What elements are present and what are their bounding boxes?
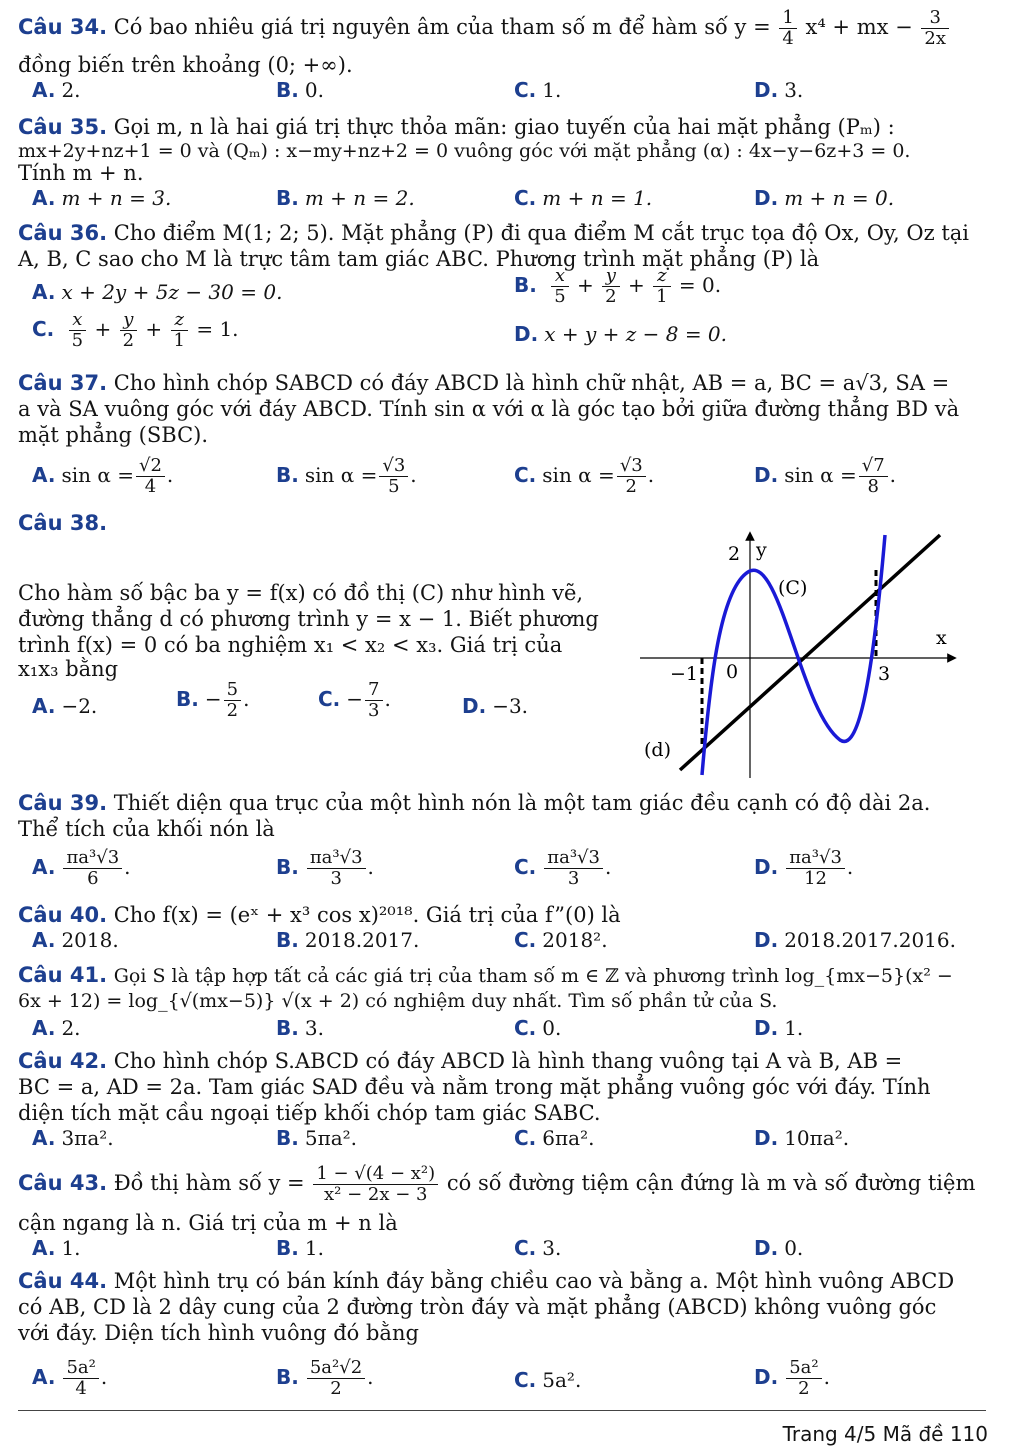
question-text: đường thẳng d có phương trình y = x − 1. Biết phương <box>18 607 599 631</box>
question-text: đồng biến trên khoảng (0; +∞). <box>18 53 353 77</box>
question-42 <box>18 1048 988 1074</box>
question-41 <box>18 962 988 989</box>
question-number: Câu 38. <box>18 511 108 535</box>
line-d <box>680 535 940 770</box>
question-37 <box>18 370 988 396</box>
question-text: x⁴ + mx − <box>805 15 920 39</box>
option-d[interactable]: D. 3. <box>754 78 804 102</box>
question-number: Câu 34. <box>18 15 108 39</box>
option-c[interactable]: C. 0. <box>514 1016 562 1040</box>
fraction: $\frac{3}{2x}$ <box>921 8 949 49</box>
options-row <box>18 78 988 106</box>
question-text: trình f(x) = 0 có ba nghiệm x₁ < x₂ < x₃. Giá trị của <box>18 633 563 657</box>
label-y: y <box>756 539 767 561</box>
option-b[interactable]: B. sin α = $\frac{√3}{5}$ . <box>276 455 417 497</box>
question-35 <box>18 114 988 140</box>
question-number: Câu 44. <box>18 1269 108 1293</box>
options-row <box>18 265 988 308</box>
option-b[interactable]: B. $\frac{x}{5}$ + $\frac{y}{2}$ + $\frac{z}{1}$ = 0. <box>514 265 722 307</box>
question-number: Câu 41. <box>18 963 108 987</box>
option-a[interactable]: A. $\frac{\text{5a²}}{4}$ . <box>32 1357 108 1399</box>
question-number: Câu 39. <box>18 791 108 815</box>
options-row <box>18 1357 988 1399</box>
option-a[interactable]: A. 3πa². <box>32 1126 114 1150</box>
question-text: diện tích mặt cầu ngoại tiếp khối chóp tam giác SABC. <box>18 1101 601 1125</box>
option-c[interactable]: C. 2018². <box>514 928 608 952</box>
question-text: Cho điểm M(1; 2; 5). Mặt phẳng (P) đi qua điểm M cắt trục tọa độ Ox, Oy, Oz tại <box>113 221 969 245</box>
question-39 <box>18 790 988 816</box>
option-d[interactable]: D. 10πa². <box>754 1126 850 1150</box>
options-row <box>18 928 988 956</box>
option-c[interactable]: C. $\frac{x}{5}$ + $\frac{y}{2}$ + $\frac{z}{1}$ = 1. <box>32 309 239 351</box>
option-a[interactable]: A. x + 2y + 5z − 30 = 0. <box>32 280 283 304</box>
label-curve-c: (C) <box>778 577 808 599</box>
question-text: Cho hình chóp SABCD có đáy ABCD là hình chữ nhật, AB = a, BC = a√3, SA = <box>113 371 950 395</box>
question-number: Câu 40. <box>18 903 108 927</box>
option-a[interactable]: A. $\frac{\text{πa³√3}}{6}$ . <box>32 847 131 889</box>
option-d[interactable]: D. m + n = 0. <box>754 186 895 210</box>
question-text: có AB, CD là 2 dây cung của 2 đường tròn đáy và mặt phẳng (ABCD) không vuông góc <box>18 1295 937 1319</box>
option-c[interactable]: C. − $\frac{7}{3}$ . <box>318 679 391 721</box>
question-text: Đồ thị hàm số y = <box>113 1171 305 1195</box>
option-c[interactable]: C. 6πa². <box>514 1126 595 1150</box>
option-d[interactable]: D. $\frac{\text{πa³√3}}{12}$ . <box>754 847 854 889</box>
option-c[interactable]: C. m + n = 1. <box>514 186 653 210</box>
question-text: a và SA vuông góc với đáy ABCD. Tính sin α với α là góc tạo bởi giữa đường thẳng BD và <box>18 397 960 421</box>
question-text: mx+2y+nz+1 = 0 và (Qₘ) : x−my+nz+2 = 0 vuông góc với mặt phẳng (α) : 4x−y−6z+3 = 0. <box>18 140 911 162</box>
question-text: Một hình trụ có bán kính đáy bằng chiều cao và bằng a. Một hình vuông ABCD <box>113 1269 955 1293</box>
option-c[interactable]: C. 3. <box>514 1236 562 1260</box>
option-b[interactable]: B. 5πa². <box>276 1126 358 1150</box>
option-c[interactable]: C. sin α = $\frac{√3}{2}$ . <box>514 455 655 497</box>
question-number: Câu 35. <box>18 115 108 139</box>
options-row <box>18 1126 988 1154</box>
option-b[interactable]: B. 2018.2017. <box>276 928 420 952</box>
question-text: Gọi S là tập hợp tất cả các giá trị của tham số m ∈ ℤ và phương trình log_{mx−5}(x² − <box>113 965 953 987</box>
question-text: mặt phẳng (SBC). <box>18 423 209 447</box>
option-b[interactable]: B. m + n = 2. <box>276 186 415 210</box>
option-d[interactable]: D. 1. <box>754 1016 804 1040</box>
option-a[interactable]: A. m + n = 3. <box>32 186 172 210</box>
option-b[interactable]: B. $\frac{\text{πa³√3}}{3}$ . <box>276 847 374 889</box>
option-d[interactable]: D. 0. <box>754 1236 804 1260</box>
question-text: Tính m + n. <box>18 161 144 185</box>
question-number: Câu 43. <box>18 1171 108 1195</box>
curve-c <box>702 535 885 775</box>
question-number: Câu 42. <box>18 1049 108 1073</box>
question-text: Thiết diện qua trục của một hình nón là một tam giác đều cạnh có độ dài 2a. <box>113 791 931 815</box>
option-b[interactable]: B. 1. <box>276 1236 324 1260</box>
options-row <box>18 1016 988 1044</box>
question-text: 6x + 12) = log_{√(mx−5)} √(x + 2) có nghiệm duy nhất. Tìm số phần tử của S. <box>18 990 778 1012</box>
option-a[interactable]: A. −2. <box>32 694 98 718</box>
question-text: cận ngang là n. Giá trị của m + n là <box>18 1211 398 1235</box>
question-text: Cho hình chóp S.ABCD có đáy ABCD là hình thang vuông tại A và B, AB = <box>113 1049 903 1073</box>
label-origin: 0 <box>726 661 739 683</box>
option-d[interactable]: D. $\frac{\text{5a²}}{2}$ . <box>754 1357 830 1399</box>
option-c[interactable]: C. 1. <box>514 78 562 102</box>
options-row <box>18 679 618 722</box>
option-a[interactable]: A. 2. <box>32 78 81 102</box>
option-d[interactable]: D. sin α = $\frac{√7}{8}$ . <box>754 455 897 497</box>
fraction: $\frac{\text{1 − √(4 − x²)}}{\text{x² − 2x − 3}}$ <box>313 1164 438 1205</box>
question-text: Gọi m, n là hai giá trị thực thỏa mãn: giao tuyến của hai mặt phẳng (Pₘ) : <box>113 115 895 139</box>
question-text: Cho hàm số bậc ba y = f(x) có đồ thị (C) như hình vẽ, <box>18 581 584 605</box>
option-b[interactable]: B. $\frac{\text{5a²√2}}{2}$ . <box>276 1357 374 1399</box>
label-2: 2 <box>728 543 741 565</box>
footer-divider <box>18 1410 986 1411</box>
label-x: x <box>936 627 947 649</box>
option-d[interactable]: D. x + y + z − 8 = 0. <box>514 322 728 346</box>
question-text: BC = a, AD = 2a. Tam giác SAD đều và nằm trong mặt phẳng vuông góc với đáy. Tính <box>18 1075 931 1099</box>
question-text: với đáy. Diện tích hình vuông đó bằng <box>18 1321 419 1345</box>
option-b[interactable]: B. − $\frac{5}{2}$ . <box>176 679 250 721</box>
question-43 <box>18 1164 988 1205</box>
question-text: x₁x₃ bằng <box>18 657 119 681</box>
question-text: Cho f(x) = (eˣ + x³ cos x)²⁰¹⁸. Giá trị của f”(0) là <box>113 903 621 927</box>
option-c[interactable]: C. $\frac{\text{πa³√3}}{3}$ . <box>514 847 612 889</box>
question-text: có số đường tiệm cận đứng là m và số đường tiệm <box>446 1171 976 1195</box>
question-44 <box>18 1268 988 1294</box>
question-text: A, B, C sao cho M là trực tâm tam giác ABC. Phương trình mặt phẳng (P) là <box>18 247 820 271</box>
options-row <box>18 455 988 497</box>
question-text: Thể tích của khối nón là <box>18 817 275 841</box>
options-row <box>18 1236 988 1264</box>
page-footer: Trang 4/5 Mã đề 110 <box>782 1422 988 1446</box>
question-36 <box>18 220 988 246</box>
question-number: Câu 36. <box>18 221 108 245</box>
option-d[interactable]: D. −3. <box>462 694 529 718</box>
cubic-graph <box>640 530 970 780</box>
question-40 <box>18 902 988 928</box>
option-d[interactable]: D. 2018.2017.2016. <box>754 928 956 952</box>
label-3: 3 <box>878 663 891 685</box>
question-number: Câu 37. <box>18 371 108 395</box>
fraction: $\frac{1}{4}$ <box>779 8 796 49</box>
option-a[interactable]: A. sin α = $\frac{√2}{4}$ . <box>32 455 174 497</box>
option-a[interactable]: A. 2018. <box>32 928 119 952</box>
option-a[interactable]: A. 2. <box>32 1016 81 1040</box>
option-c[interactable]: C. 5a². <box>514 1368 582 1392</box>
question-text: Có bao nhiêu giá trị nguyên âm của tham số m để hàm số y = <box>113 15 778 39</box>
options-row <box>18 309 988 351</box>
option-b[interactable]: B. 3. <box>276 1016 324 1040</box>
option-a[interactable]: A. 1. <box>32 1236 81 1260</box>
label-line-d: (d) <box>644 739 671 761</box>
options-row <box>18 186 988 214</box>
question-34 <box>18 8 988 49</box>
label-minus-1: −1 <box>670 663 699 685</box>
option-b[interactable]: B. 0. <box>276 78 324 102</box>
options-row <box>18 847 988 889</box>
